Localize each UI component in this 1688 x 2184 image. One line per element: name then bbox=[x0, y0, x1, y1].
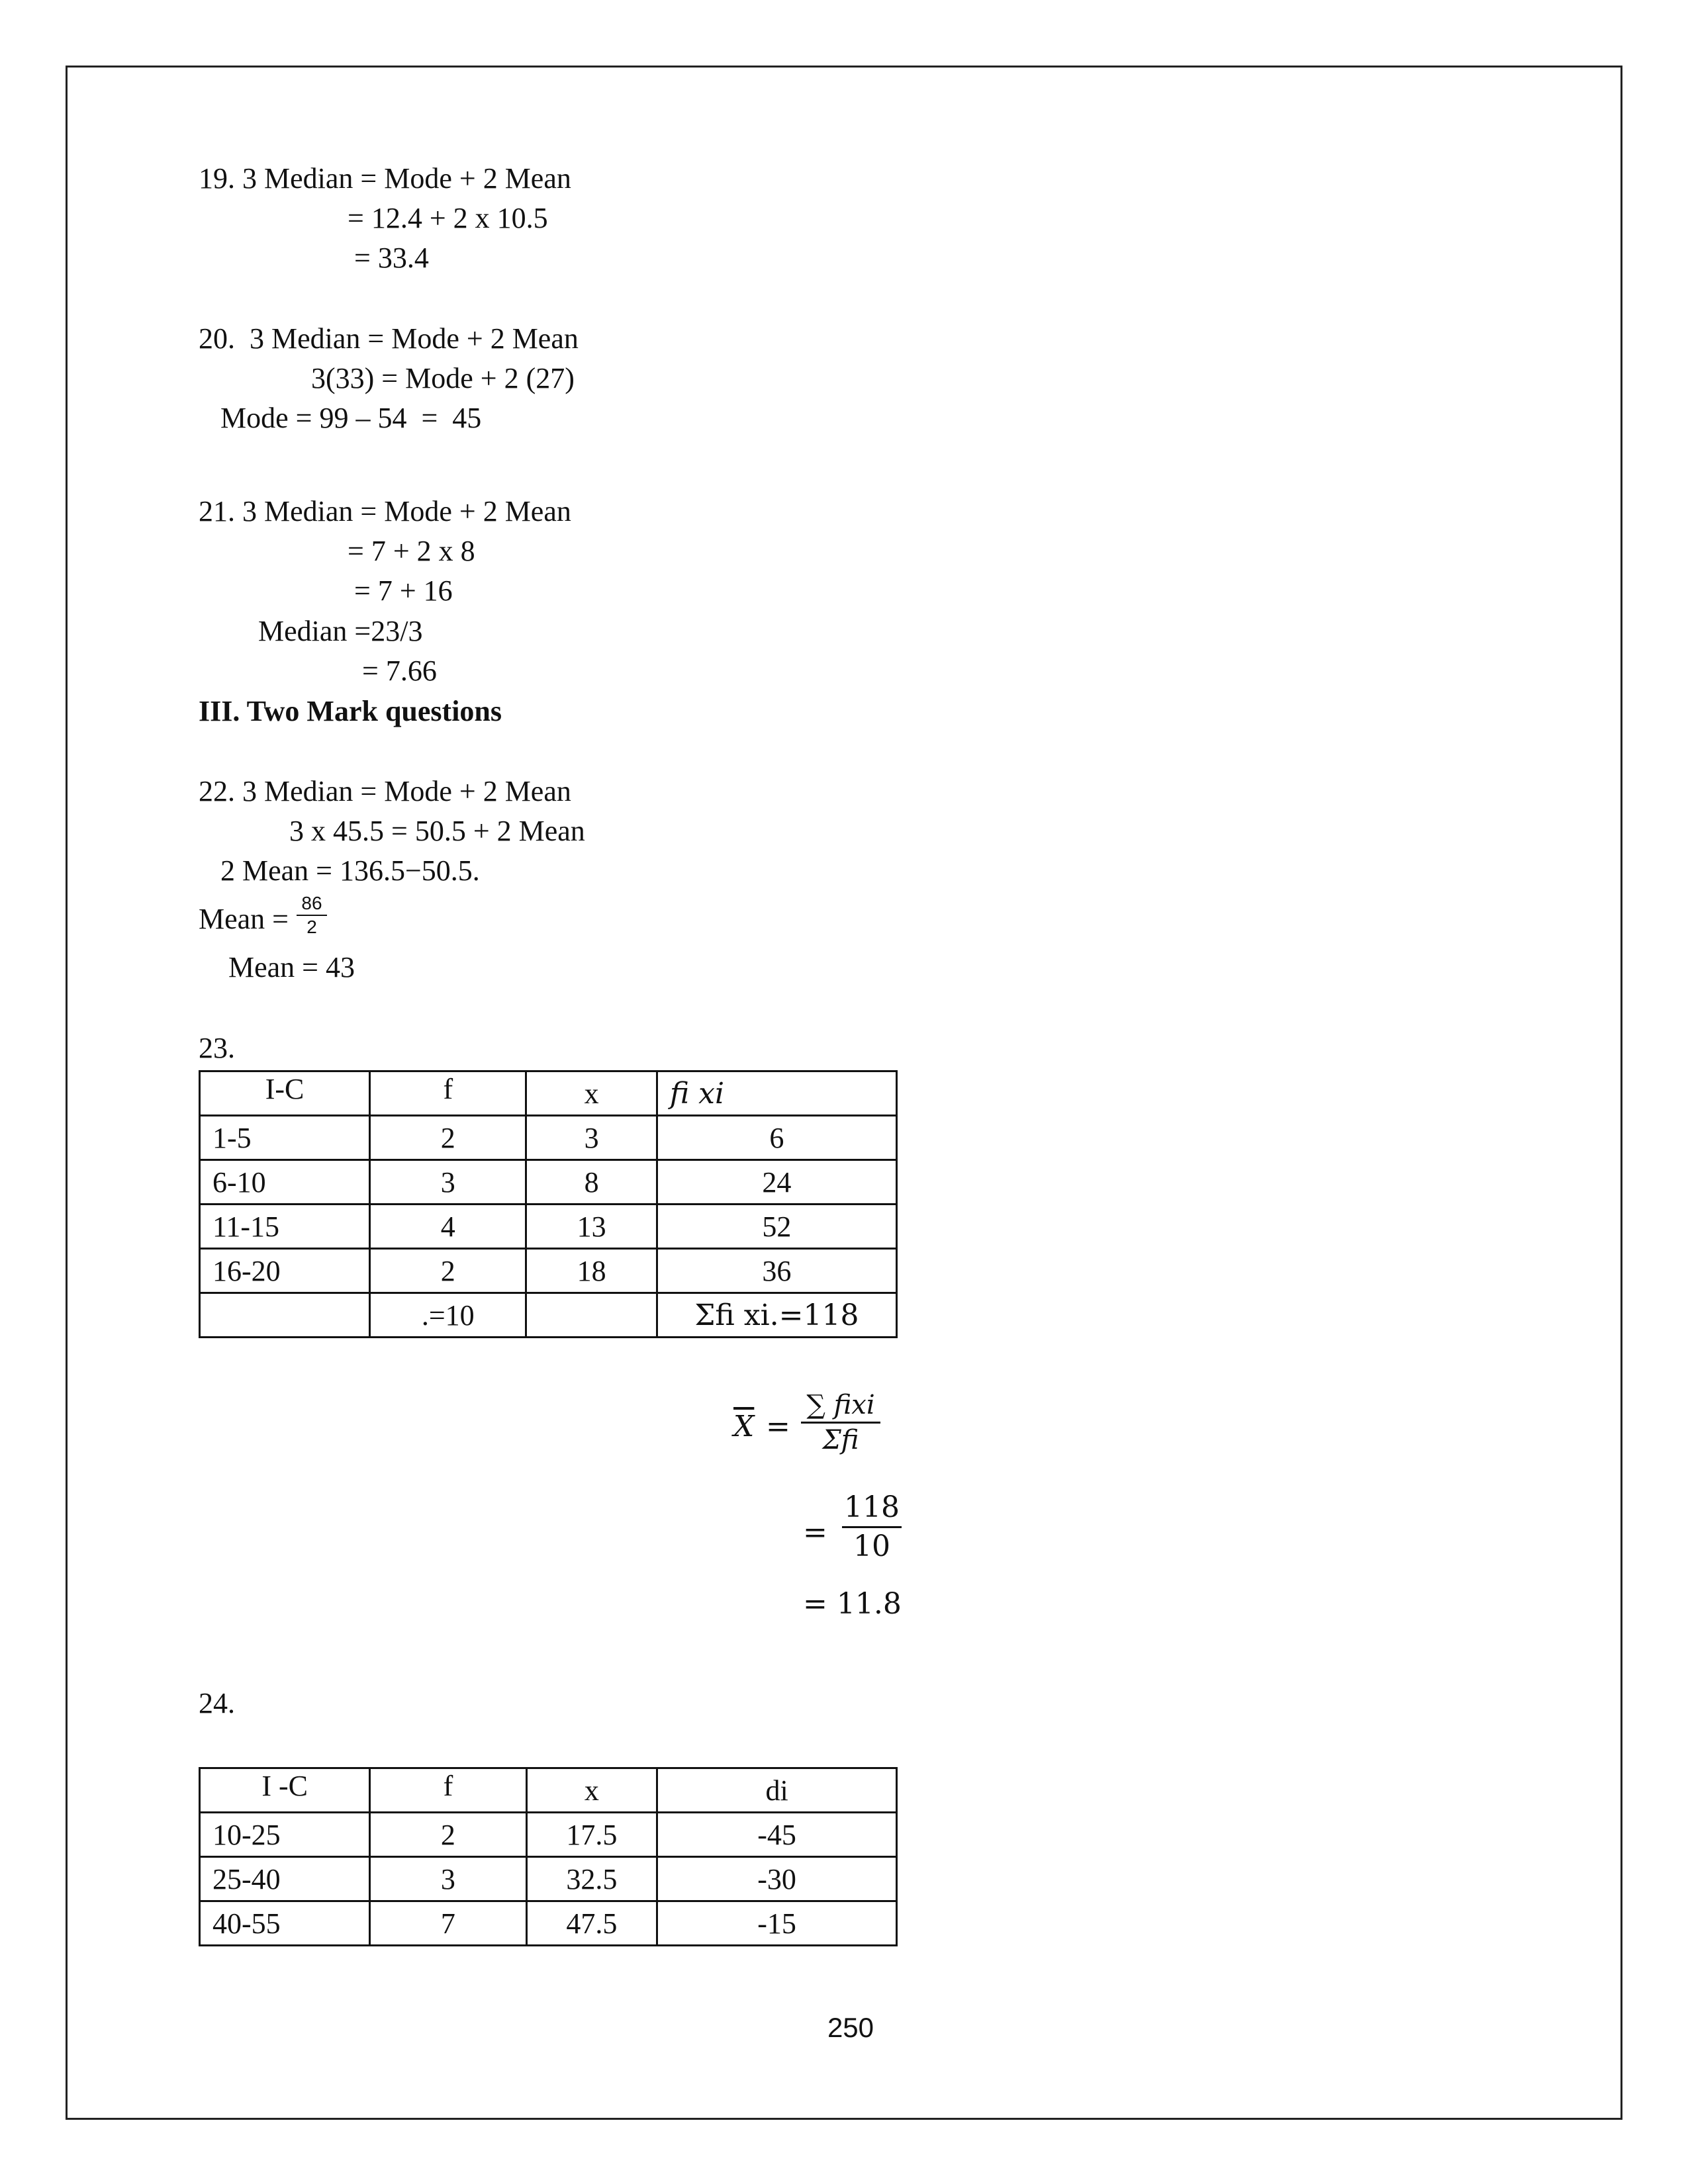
q22-line3: 2 Mean = 136.5−50.5. bbox=[220, 854, 480, 887]
cell-fixi: 36 bbox=[657, 1249, 896, 1293]
q21-line5: = 7.66 bbox=[362, 655, 437, 687]
cell-total-x bbox=[526, 1293, 657, 1338]
cell-fixi: 52 bbox=[657, 1205, 896, 1249]
table-header-row bbox=[200, 1071, 897, 1116]
header-di: di bbox=[657, 1768, 897, 1813]
q20-line2: 3(33) = Mode + 2 (27) bbox=[311, 362, 575, 394]
frac2-equals: = bbox=[803, 1516, 827, 1549]
cell-x: 17.5 bbox=[526, 1813, 657, 1857]
table-row bbox=[200, 1901, 897, 1946]
q22-line2: 3 x 45.5 = 50.5 + 2 Mean bbox=[289, 815, 585, 847]
header-x: x bbox=[526, 1768, 657, 1813]
cell-f: 2 bbox=[370, 1116, 526, 1160]
q24-table bbox=[199, 1767, 898, 1946]
q19-line2: = 12.4 + 2 x 10.5 bbox=[348, 202, 548, 234]
q21-line4: Median =23/3 bbox=[258, 615, 423, 647]
q20-line3: Mode = 99 – 54 = 45 bbox=[220, 402, 482, 434]
cell-ic: 1-5 bbox=[200, 1116, 370, 1160]
mean-formula-fraction bbox=[801, 1388, 880, 1457]
cell-total-ic bbox=[200, 1293, 370, 1338]
table-row bbox=[200, 1249, 897, 1293]
q21-line1: 21. 3 Median = Mode + 2 Mean bbox=[199, 495, 571, 527]
header-fixi: fi xi bbox=[657, 1071, 896, 1116]
cell-f: 3 bbox=[370, 1160, 526, 1205]
cell-ic: 40-55 bbox=[200, 1901, 370, 1946]
mean-formula-num: ∑ fixi bbox=[806, 1390, 875, 1420]
cell-total-fixi: Σfi xi.=118 bbox=[657, 1293, 896, 1338]
cell-x: 8 bbox=[526, 1160, 657, 1205]
q22-line1: 22. 3 Median = Mode + 2 Mean bbox=[199, 775, 571, 807]
q21-line3: = 7 + 16 bbox=[354, 574, 453, 607]
cell-x: 18 bbox=[526, 1249, 657, 1293]
cell-total-f: .=10 bbox=[370, 1293, 526, 1338]
mean-formula-den: Σfi bbox=[822, 1425, 859, 1455]
cell-x: 47.5 bbox=[526, 1901, 657, 1946]
table-row bbox=[200, 1857, 897, 1901]
cell-di: -45 bbox=[657, 1813, 897, 1857]
cell-f: 2 bbox=[370, 1813, 526, 1857]
cell-ic: 10-25 bbox=[200, 1813, 370, 1857]
cell-fixi: 24 bbox=[657, 1160, 896, 1205]
cell-x: 32.5 bbox=[526, 1857, 657, 1901]
cell-di: -30 bbox=[657, 1857, 897, 1901]
q23-table bbox=[199, 1070, 898, 1338]
table-total-row bbox=[200, 1293, 897, 1338]
q23-label: 23. bbox=[199, 1032, 235, 1064]
cell-fixi: 6 bbox=[657, 1116, 896, 1160]
table-row bbox=[200, 1813, 897, 1857]
mean-value-den: 10 bbox=[853, 1529, 890, 1563]
q22-fraction-den: 2 bbox=[306, 917, 317, 937]
cell-x: 3 bbox=[526, 1116, 657, 1160]
cell-x: 13 bbox=[526, 1205, 657, 1249]
mean-result: = 11.8 bbox=[803, 1587, 902, 1621]
cell-f: 4 bbox=[370, 1205, 526, 1249]
q22-mean-label: Mean = bbox=[199, 903, 289, 935]
cell-f: 3 bbox=[370, 1857, 526, 1901]
cell-di: -15 bbox=[657, 1901, 897, 1946]
table-row bbox=[200, 1205, 897, 1249]
q21-line2: = 7 + 2 x 8 bbox=[348, 535, 475, 567]
header-x: x bbox=[526, 1071, 657, 1116]
cell-ic: 11-15 bbox=[200, 1205, 370, 1249]
table-row bbox=[200, 1160, 897, 1205]
table-header-row bbox=[200, 1768, 897, 1813]
q22-line5: Mean = 43 bbox=[228, 951, 355, 983]
cell-f: 7 bbox=[370, 1901, 526, 1946]
cell-f: 2 bbox=[370, 1249, 526, 1293]
xbar-equals: = bbox=[766, 1410, 790, 1443]
q19-line1: 19. 3 Median = Mode + 2 Mean bbox=[199, 162, 571, 195]
cell-ic: 25-40 bbox=[200, 1857, 370, 1901]
q22-fraction-num: 86 bbox=[301, 893, 322, 913]
page-number: 250 bbox=[827, 2012, 874, 2043]
q22-fraction bbox=[297, 892, 327, 938]
header-ic: I-C bbox=[200, 1071, 370, 1116]
cell-ic: 16-20 bbox=[200, 1249, 370, 1293]
table-row bbox=[200, 1116, 897, 1160]
header-f: f bbox=[370, 1071, 526, 1116]
header-ic: I -C bbox=[200, 1768, 370, 1813]
header-f: f bbox=[370, 1768, 526, 1813]
mean-value-num: 118 bbox=[844, 1490, 900, 1524]
cell-ic: 6-10 bbox=[200, 1160, 370, 1205]
q20-line1: 20. 3 Median = Mode + 2 Mean bbox=[199, 322, 579, 355]
mean-value-fraction bbox=[842, 1489, 902, 1565]
section-heading: III. Two Mark questions bbox=[199, 695, 502, 727]
q19-line3: = 33.4 bbox=[354, 242, 429, 274]
xbar-symbol: $\overline{X}$ bbox=[733, 1410, 755, 1443]
q24-label: 24. bbox=[199, 1687, 235, 1719]
